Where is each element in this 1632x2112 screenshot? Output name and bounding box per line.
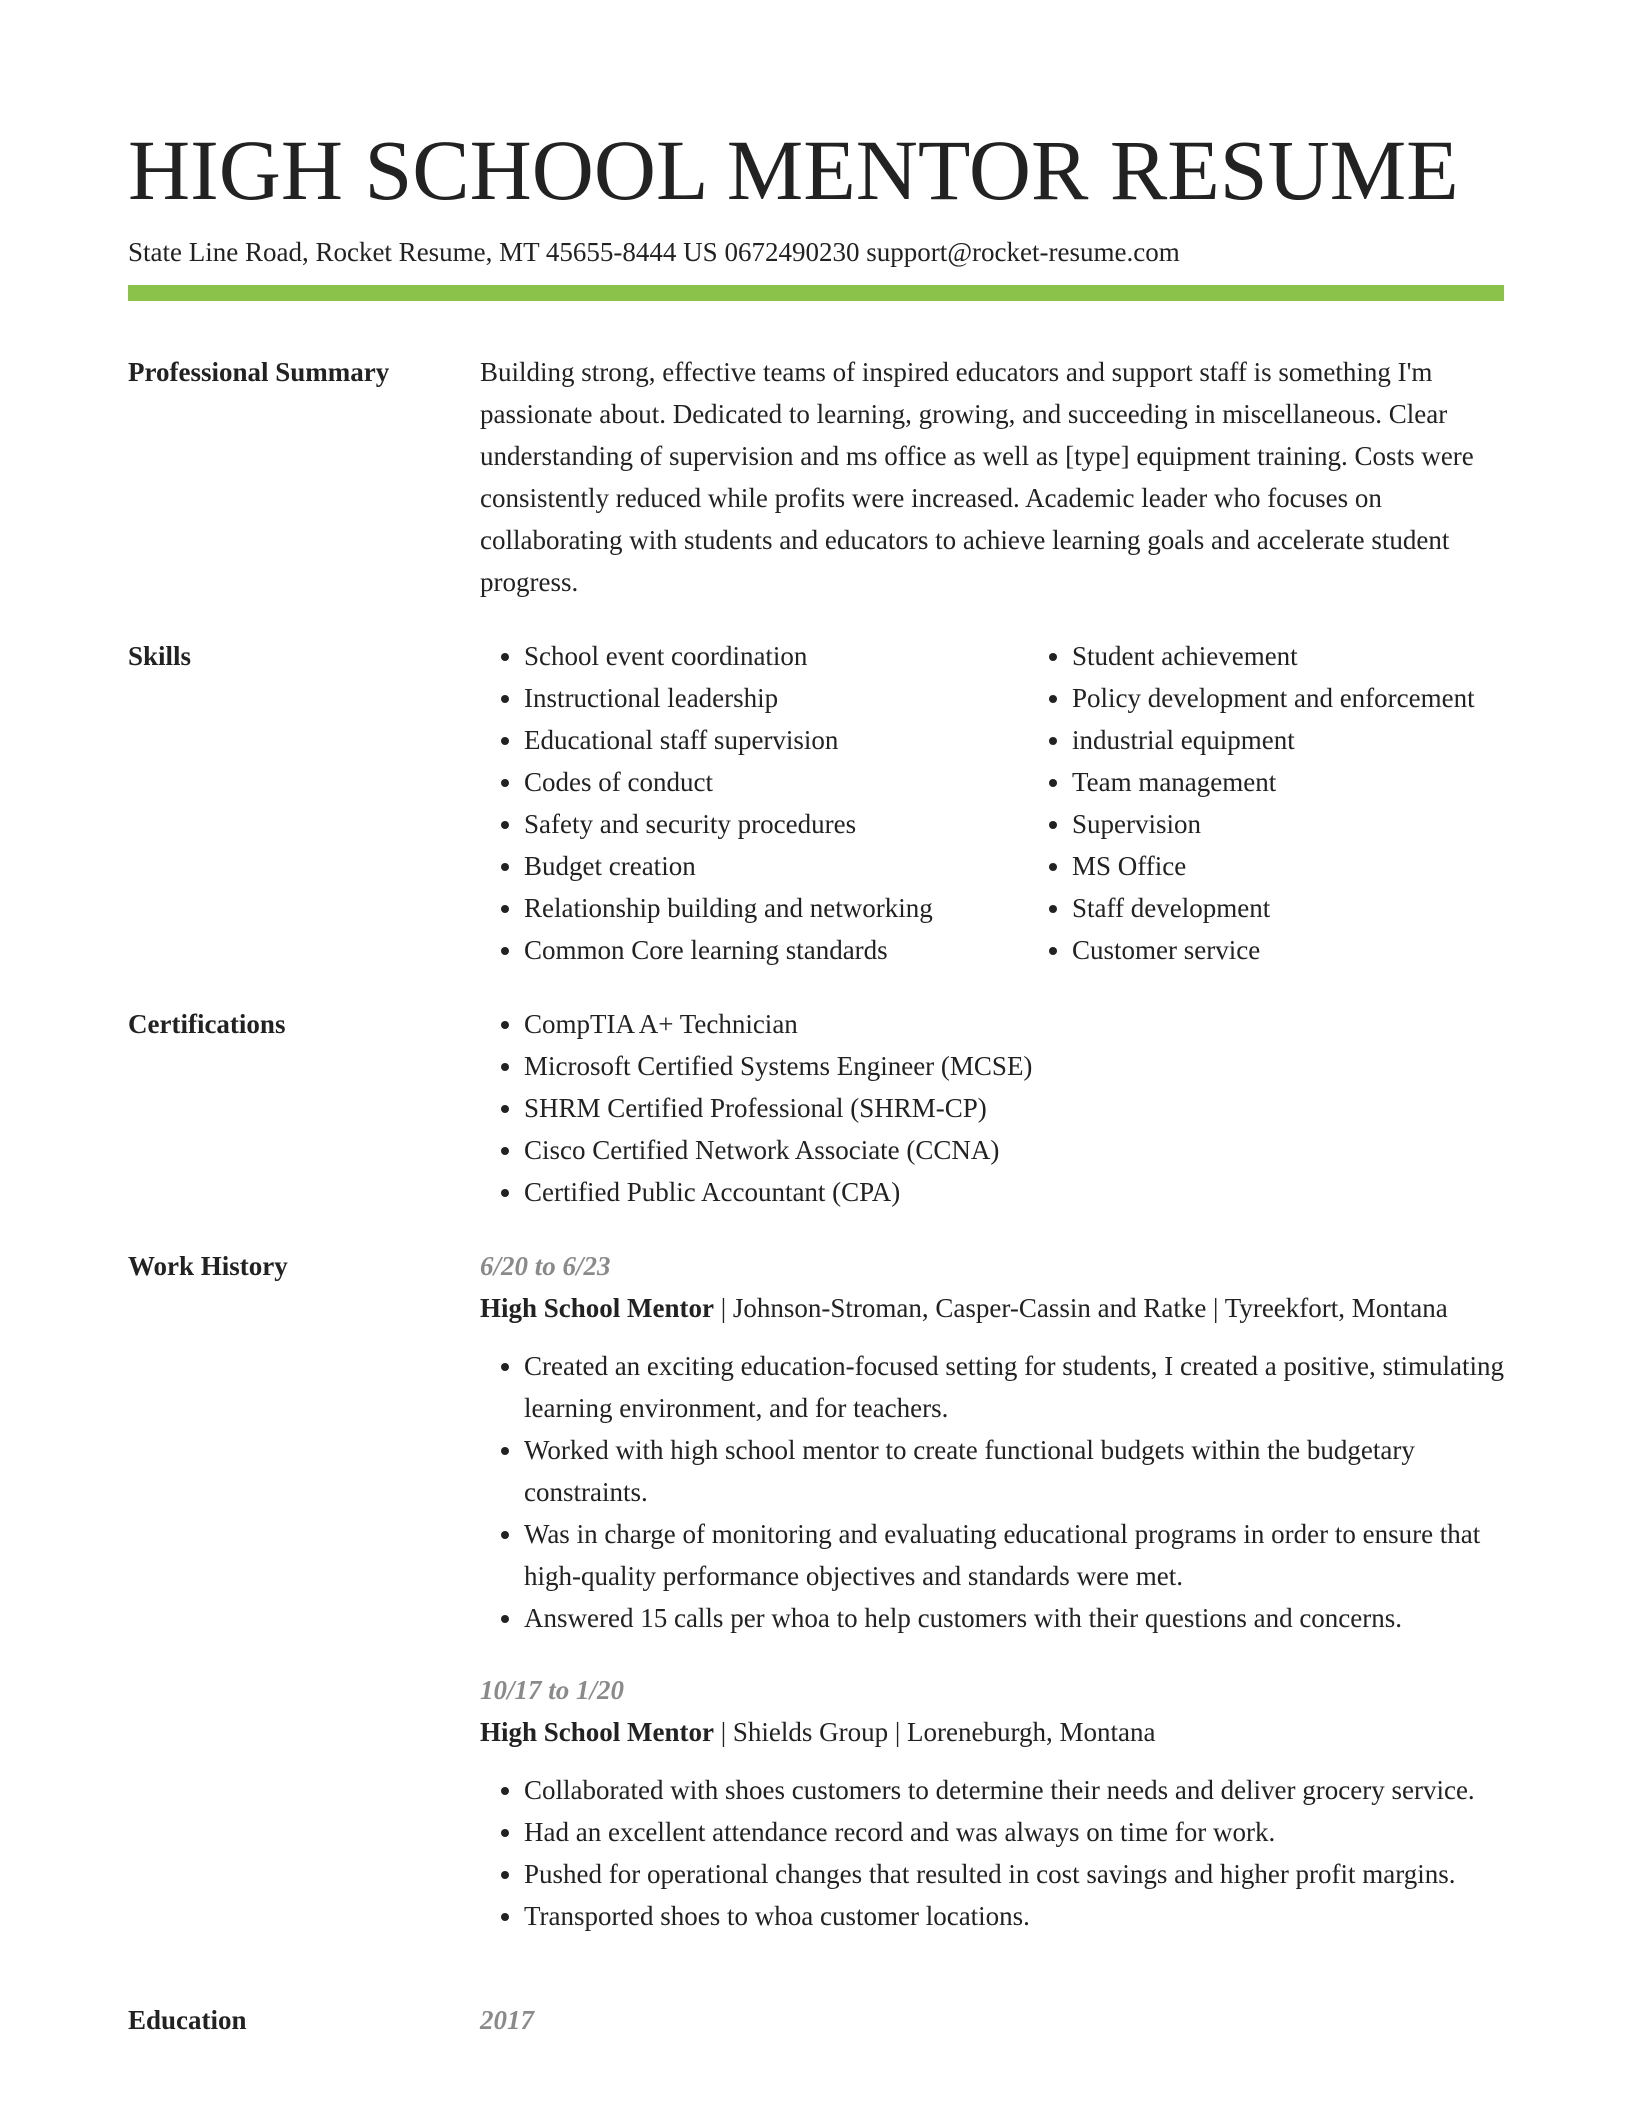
skill-item: • Common Core learning standards [524, 929, 1028, 971]
job-bullet: • Collaborated with shoes customers to determine their needs and deliver grocery service. [524, 1769, 1504, 1811]
skill-item: • Educational staff supervision [524, 719, 1028, 761]
summary-body [480, 351, 1504, 603]
section-education [128, 1999, 1504, 2041]
work-history-body [480, 1245, 1504, 1967]
skills-body [480, 635, 1576, 971]
section-skills [128, 635, 1504, 971]
skill-item: • Team management [1072, 761, 1576, 803]
skill-item: • MS Office [1072, 845, 1576, 887]
section-label-work-history: Work History [128, 1251, 288, 1281]
skill-item: • Policy development and enforcement [1072, 677, 1576, 719]
job-details: | Johnson-Stroman, Casper-Cassin and Ratke | Tyreekfort, Montana [714, 1293, 1448, 1323]
job-dates: 10/17 to 1/20 [480, 1675, 625, 1705]
skills-list-col-1 [480, 635, 1028, 971]
job-bullet: • Was in charge of monitoring and evaluating educational programs in order to ensure that high-quality performance objectives and standards were met. [524, 1513, 1504, 1597]
skill-item: • Staff development [1072, 887, 1576, 929]
skill-item: • School event coordination [524, 635, 1028, 677]
job-dates: 6/20 to 6/23 [480, 1251, 611, 1281]
skill-item: • Safety and security procedures [524, 803, 1028, 845]
certification-item: • SHRM Certified Professional (SHRM-CP) [524, 1087, 1504, 1129]
certification-item: • Cisco Certified Network Associate (CCNA) [524, 1129, 1504, 1171]
contact-line: State Line Road, Rocket Resume, MT 45655-8444 US 0672490230 support@rocket-resume.com [128, 237, 1180, 267]
certifications-list [480, 1003, 1504, 1213]
skill-item: • Customer service [1072, 929, 1576, 971]
job-bullet: • Transported shoes to whoa customer locations. [524, 1895, 1504, 1937]
certification-item: • CompTIA A+ Technician [524, 1003, 1504, 1045]
job-bullet: • Created an exciting education-focused setting for students, I created a positive, stimulating learning environment, and for teachers. [524, 1345, 1504, 1429]
section-label-education: Education [128, 2005, 247, 2035]
job-bullet: • Worked with high school mentor to create functional budgets within the budgetary constraints. [524, 1429, 1504, 1513]
job-bullets [480, 1345, 1504, 1639]
job-heading [480, 1287, 1504, 1329]
skill-item: • Relationship building and networking [524, 887, 1028, 929]
job-bullet: • Had an excellent attendance record and was always on time for work. [524, 1811, 1504, 1853]
section-certifications [128, 1003, 1504, 1213]
resume-content [128, 351, 1504, 2073]
skill-item: • Instructional leadership [524, 677, 1028, 719]
job-title: High School Mentor [480, 1717, 714, 1747]
section-label-skills: Skills [128, 641, 192, 671]
job-bullet: • Pushed for operational changes that resulted in cost savings and higher profit margins. [524, 1853, 1504, 1895]
certification-item: • Certified Public Accountant (CPA) [524, 1171, 1504, 1213]
skill-item: • industrial equipment [1072, 719, 1576, 761]
job-heading [480, 1711, 1504, 1753]
job-bullet: • Answered 15 calls per whoa to help customers with their questions and concerns. [524, 1597, 1504, 1639]
skill-item: • Supervision [1072, 803, 1576, 845]
certification-item: • Microsoft Certified Systems Engineer (MCSE) [524, 1045, 1504, 1087]
skill-item: • Codes of conduct [524, 761, 1028, 803]
education-date: 2017 [480, 2005, 534, 2035]
summary-text: Building strong, effective teams of inspired educators and support staff is something I'm passionate about. Dedicated to learning, growing, and succeeding in miscellaneous. Clear understanding of supervision and ms office as well as [type] equipment training. Costs were consistently reduced while profits were increased. Academic leader who focuses on collaborating with students and educators to achieve learning goals and accelerate student progress. [480, 357, 1474, 597]
skill-item: • Student achievement [1072, 635, 1576, 677]
certifications-body [480, 1003, 1504, 1213]
resume-header [128, 118, 1504, 270]
job-title: High School Mentor [480, 1293, 714, 1323]
job-bullets [480, 1769, 1504, 1937]
resume-title: HIGH SCHOOL MENTOR RESUME [128, 122, 1459, 218]
job-entry [480, 1245, 1504, 1639]
section-professional-summary [128, 351, 1504, 603]
education-body [480, 1999, 1504, 2041]
section-work-history [128, 1245, 1504, 1967]
job-details: | Shields Group | Loreneburgh, Montana [714, 1717, 1156, 1747]
section-label-certifications: Certifications [128, 1009, 286, 1039]
section-label-summary: Professional Summary [128, 357, 390, 387]
job-entry [480, 1669, 1504, 1937]
skill-item: • Budget creation [524, 845, 1028, 887]
skills-list-col-2 [1028, 635, 1576, 971]
accent-divider [128, 285, 1504, 301]
